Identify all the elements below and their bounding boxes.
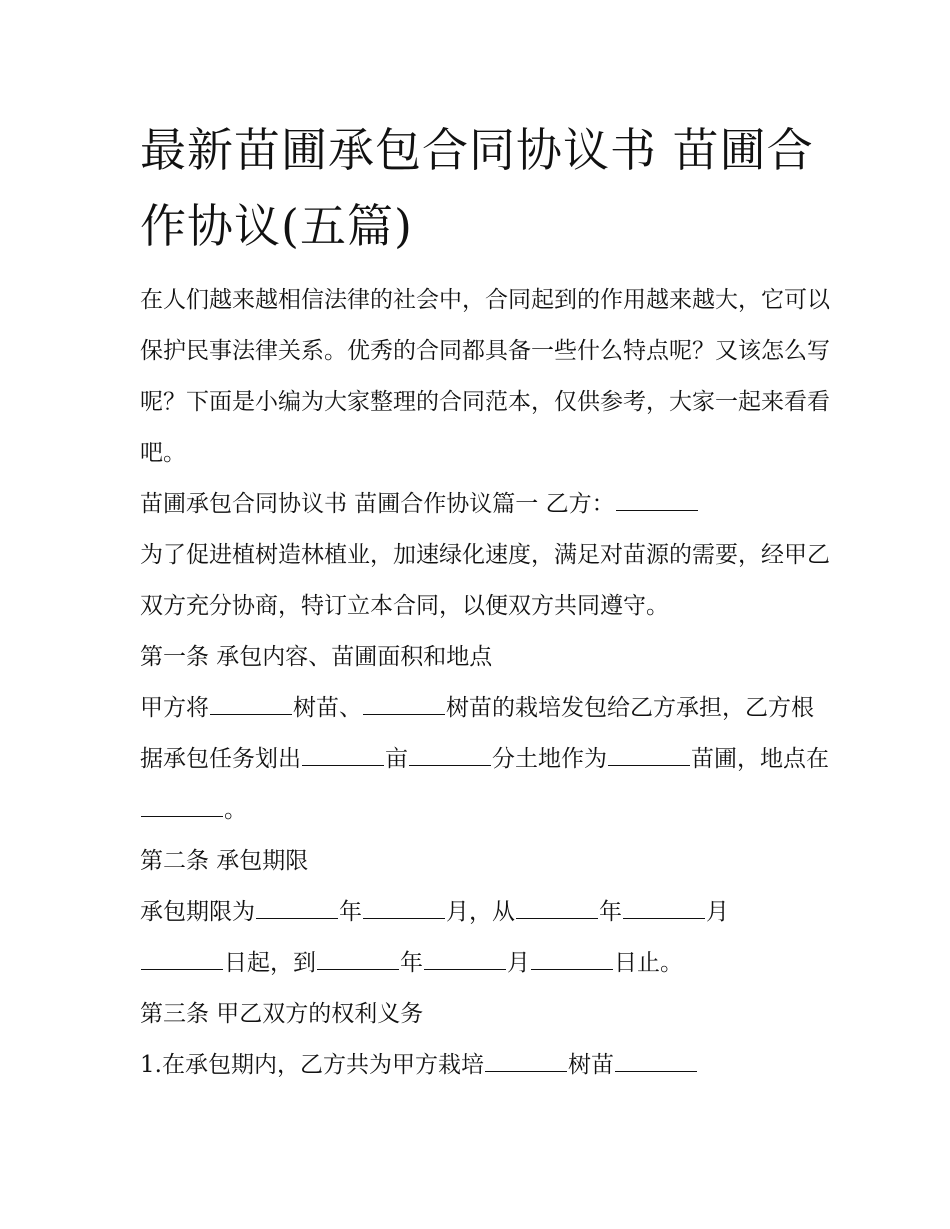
article1-text: 分土地作为 [492, 746, 607, 772]
section1-heading-text: 苗圃承包合同协议书 苗圃合作协议篇一 乙方： [140, 491, 615, 517]
article1-heading: 第一条 承包内容、苗圃面积和地点 [140, 644, 493, 670]
article2-text: 承包期限为 [140, 899, 255, 925]
article2-text: 日止。 [614, 950, 683, 976]
article1-text: 树苗的栽培发包给乙方承担，乙方根据承包任务划出 [140, 695, 814, 772]
article2-heading: 第二条 承包期限 [140, 848, 309, 874]
fill-blank [608, 749, 690, 766]
fill-blank [141, 800, 223, 817]
preamble-paragraph: 为了促进植树造林植业，加速绿化速度，满足对苗源的需要，经甲乙双方充分协商，特订立本合同，以便双方共同遵守。 [140, 542, 830, 619]
article1-text: 亩 [385, 746, 408, 772]
fill-blank [485, 1055, 567, 1072]
article1-text: 甲方将 [140, 695, 209, 721]
article2-text: 年 [599, 899, 622, 925]
article3-text: 树苗 [567, 1052, 614, 1078]
article2-text: 月 [507, 950, 530, 976]
article2-body [140, 887, 830, 989]
fill-blank [616, 494, 698, 511]
article1-text: 树苗、 [293, 695, 362, 721]
fill-blank [363, 902, 445, 919]
document-body [140, 275, 830, 1091]
article3-text: 1.在承包期内，乙方共为甲方栽培 [140, 1052, 484, 1078]
article3-heading: 第三条 甲乙双方的权利义务 [140, 1001, 424, 1027]
fill-blank [141, 953, 223, 970]
article3-item1 [140, 1040, 830, 1091]
fill-blank [317, 953, 399, 970]
fill-blank [210, 698, 292, 715]
fill-blank [623, 902, 705, 919]
fill-blank [302, 749, 384, 766]
article2-text: 月，从 [446, 899, 515, 925]
article1-body [140, 683, 830, 836]
article2-text: 年 [400, 950, 423, 976]
intro-paragraph: 在人们越来越相信法律的社会中，合同起到的作用越来越大，它可以保护民事法律关系。优秀的合同都具备一些什么特点呢？又该怎么写呢？下面是小编为大家整理的合同范本，仅供参考，大家一起来看看吧。 [140, 287, 830, 466]
fill-blank [615, 1055, 697, 1072]
fill-blank [424, 953, 506, 970]
fill-blank [256, 902, 338, 919]
article1-text: 。 [224, 797, 247, 823]
article1-text: 苗圃，地点在 [691, 746, 829, 772]
fill-blank [516, 902, 598, 919]
section1-heading [140, 479, 830, 530]
fill-blank [531, 953, 613, 970]
document-title: 最新苗圃承包合同协议书 苗圃合作协议(五篇) [140, 123, 814, 253]
fill-blank [363, 698, 445, 715]
article2-text: 日起，到 [224, 950, 316, 976]
article2-text: 月 [706, 899, 729, 925]
fill-blank [409, 749, 491, 766]
article2-text: 年 [339, 899, 362, 925]
